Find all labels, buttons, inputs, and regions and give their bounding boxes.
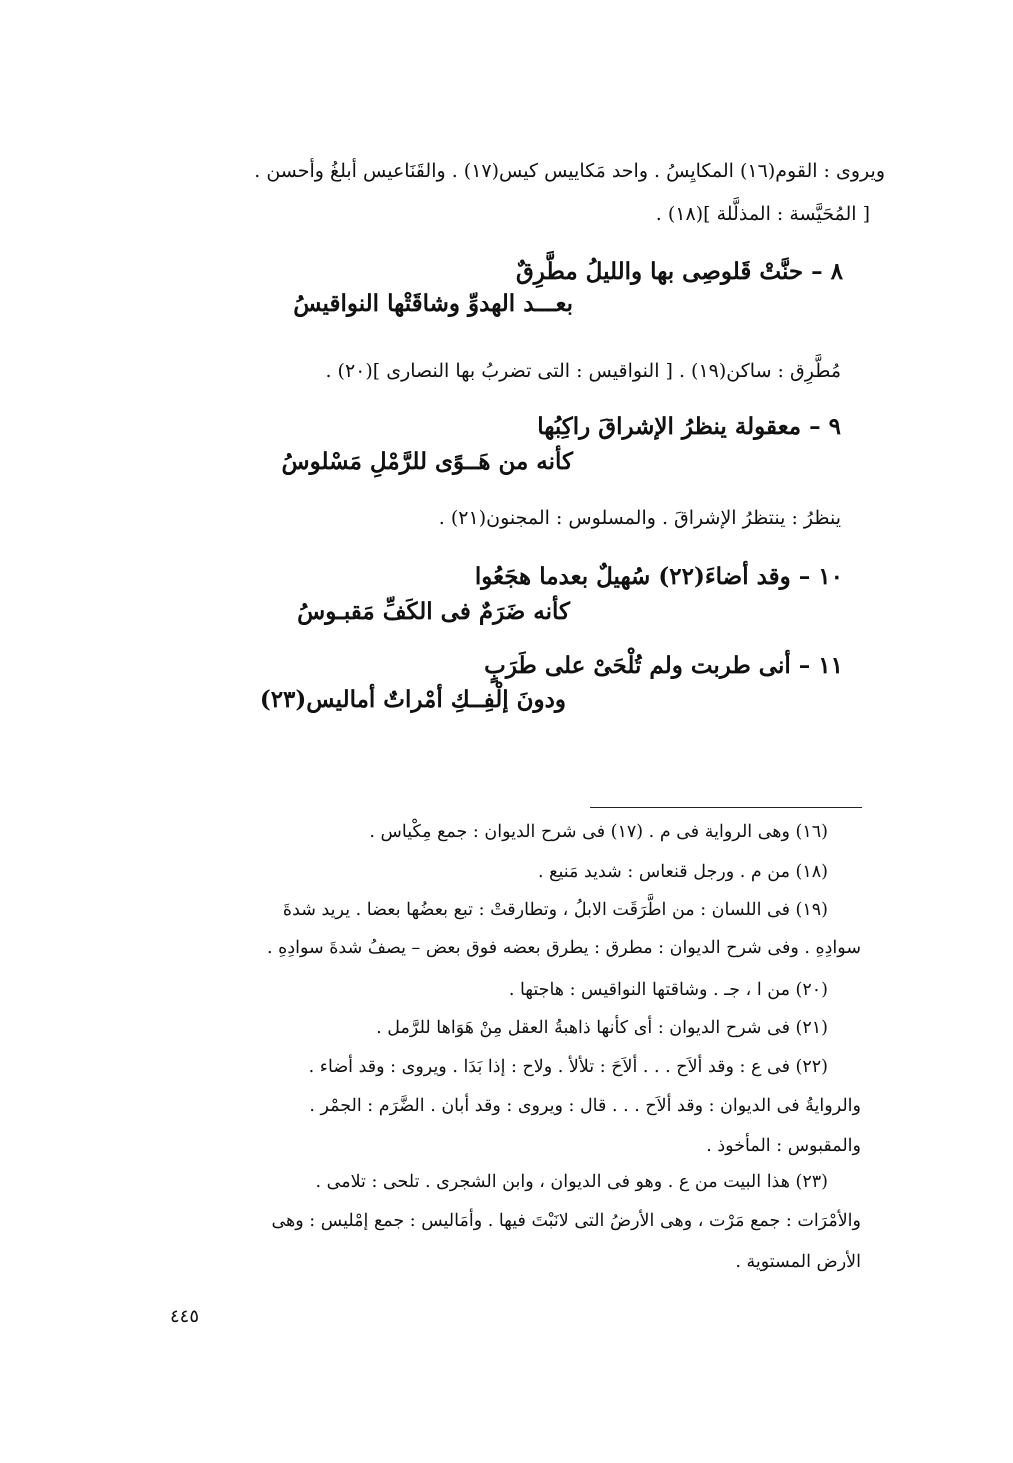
- footnote-line: (٢١) فى شرح الديوان : أى كأنها ذاهبةُ العقل مِنْ هَوَاها للرَّمل .: [376, 1018, 828, 1038]
- verse-8-second-hemistich: بعـــد الهدوِّ وشاقَتْها النواقيسُ: [293, 290, 573, 317]
- verse-9-first-hemistich: ٩ – معقولة ينظرُ الإشراقَ راكِبُها: [537, 413, 841, 440]
- footnote-line: والمقبوس : المأخوذ .: [706, 1136, 861, 1156]
- footnote-line: (٢٠) من ا ، جـ . وشاقتها النواقيس : هاجتها .: [508, 980, 828, 1000]
- verse-11-first-hemistich: ١١ – أنى طربت ولم تُلْحَىْ على طَرَبٍ: [484, 652, 843, 679]
- footnote-line: (١٩) فى اللسان : من اطَّرَقَت الابلُ ، وتطارقتْ : تبع بعضُها بعضا . يريد شدةَ: [282, 900, 828, 920]
- footnote-line: سوادِهِ . وفى شرح الديوان : مطرق : يطرق بعضه فوق بعض – يصفُ شدةَ سوادِهِ .: [267, 938, 861, 958]
- footnote-line: (١٨) من م . ورجل قنعاس : شديد مَنيع .: [538, 862, 828, 882]
- footnote-line: والروايةُ فى الديوان : وقد ألاَح . . . قال : ويروى : وقد أبان . الضَّرَم : الجمْر .: [309, 1096, 861, 1116]
- footnote-line: (٢٣) هذا البيت من ع . وهو فى الديوان ، وابن الشجرى . تلحى : تلامى .: [315, 1172, 828, 1192]
- footnote-separator: [590, 807, 862, 808]
- footnote-line: الأرض المستوية .: [735, 1252, 861, 1272]
- footnote-line: (٢٢) فى ع : وقد ألاَح . . . ألاَحَ : تلألأ . ولاح : إذا بَدَا . ويروى : وقد أضاء .: [308, 1057, 828, 1077]
- intro-line-1: ويروى : القوم(١٦) المكايِسُ . واحد مَكاييس كيس(١٧) . والقَنَاعيس أبلغُ وأحسن .: [254, 160, 885, 182]
- verse-11-second-hemistich: ودونَ إلْفِــكِ أمْراتٌ أماليس(٢٣): [259, 686, 566, 713]
- gloss-verse-8: مُطَّرِق : ساكن(١٩) . [ النواقيس : التى تضربُ بها النصارى ](٢٠) .: [325, 360, 841, 382]
- intro-line-2: [ المُحَيَّسة : المذلَّلة ](١٨) .: [655, 203, 870, 225]
- verse-10-second-hemistich: كأنه ضَرَمٌ فى الكَفِّ مَقبـوسُ: [297, 598, 570, 625]
- footnote-line: (١٦) وهى الرواية فى م . (١٧) فى شرح الديوان : جمع مِكْياس .: [369, 822, 828, 842]
- verse-10-first-hemistich: ١٠ – وقد أضاءَ(٢٢) سُهيلٌ بعدما هجَعُوا: [474, 563, 843, 590]
- verse-8-first-hemistich: ٨ – حنَّتْ قَلوصِى بها والليلُ مطَّرِقٌ: [515, 258, 843, 285]
- gloss-verse-9: ينظرُ : ينتظرُ الإشراقَ . والمسلوس : المجنون(٢١) .: [438, 507, 841, 529]
- page-number: ٤٤٥: [170, 1306, 200, 1327]
- footnote-line: والأمْرَات : جمع مَرْت ، وهى الأرضُ التى لانَبْتَ فيها . وأمَاليس : جمع إمْليس : وهى: [271, 1211, 861, 1231]
- verse-9-second-hemistich: كأنه من هَــوًى للرَّمْلِ مَسْلوسُ: [281, 448, 573, 475]
